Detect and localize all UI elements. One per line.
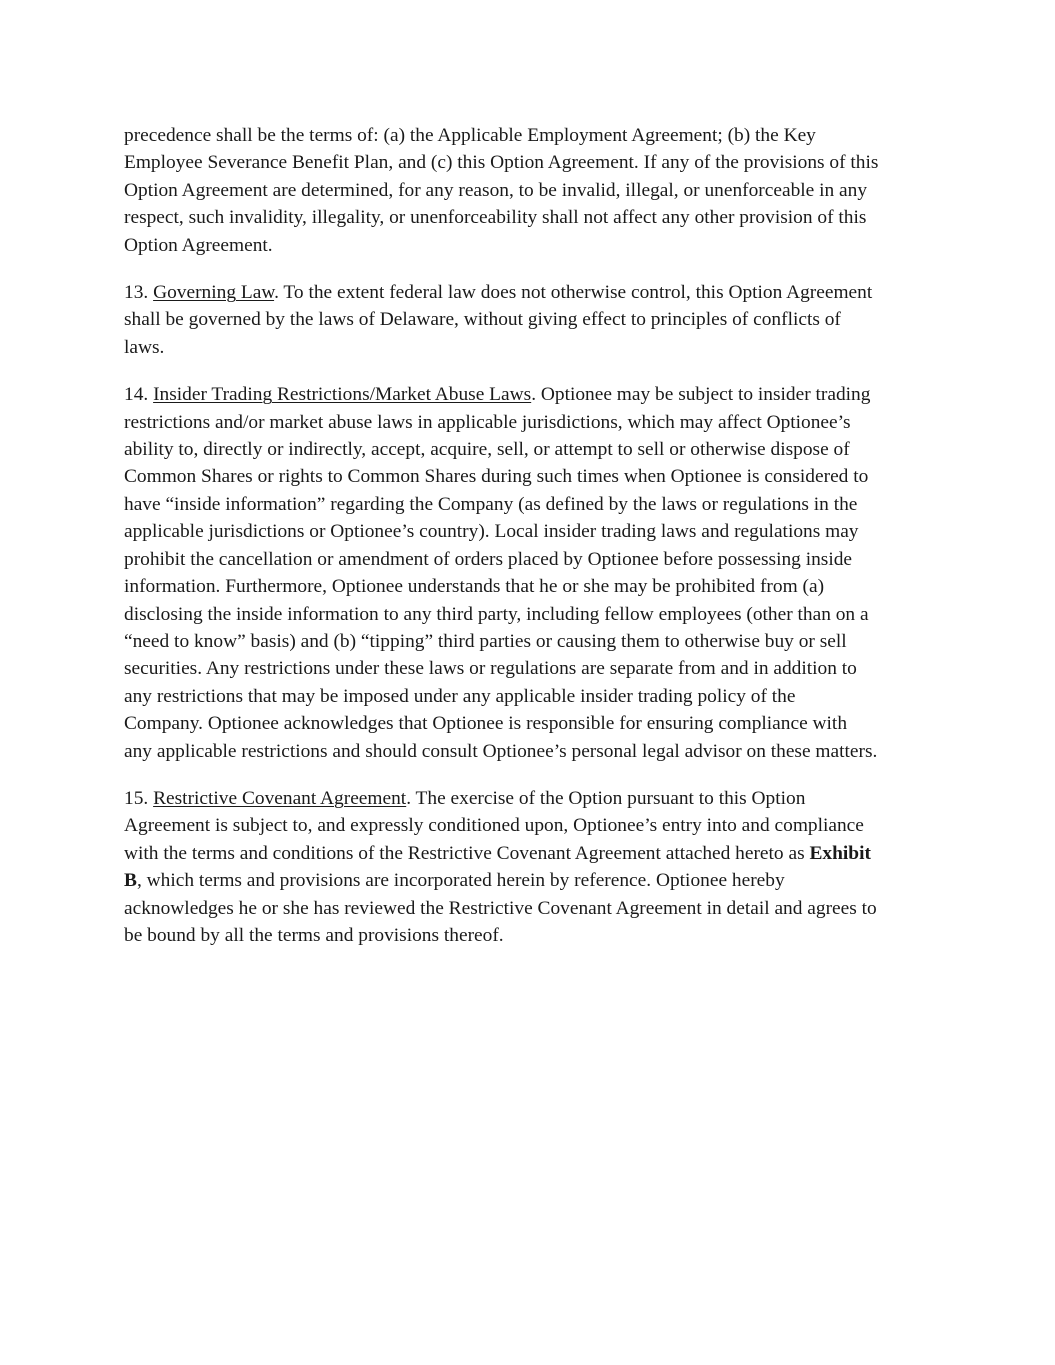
text-line: Employee Severance Benefit Plan, and (c) this Option Agreement. If any of the provisions of this [124,152,879,174]
text-line [124,381,932,408]
text-line [124,279,932,306]
section-heading: Insider Trading Restrictions/Market Abuse Laws [153,384,532,406]
section-text: . To the extent federal law does not otherwise control, this Option Agreement [274,282,873,304]
text-line: have “inside information” regarding the Company (as defined by the laws or regulations in the [124,493,858,515]
text-line: laws. [124,336,165,358]
text-line: securities. Any restrictions under these laws or regulations are separate from and in addition to [124,658,857,680]
text-line: information. Furthermore, Optionee understands that he or she may be prohibited from (a) [124,576,825,598]
exhibit-reference: B [124,870,137,892]
text-line: be bound by all the terms and provisions thereof. [124,924,504,946]
section-heading: Governing Law [153,282,275,304]
text-line: Option Agreement. [124,234,273,256]
text-line: prohibit the cancellation or amendment of orders placed by Optionee before possessing inside [124,548,853,570]
text-line: any applicable restrictions and should consult Optionee’s personal legal advisor on these matters. [124,740,878,762]
section-number: 15. [124,787,154,809]
text-line [124,867,932,894]
document-page [124,122,932,969]
text-line: “need to know” basis) and (b) “tipping” third parties or causing them to otherwise buy or sell [124,630,847,652]
section-text: with the terms and conditions of the Restrictive Covenant Agreement attached hereto as [124,842,810,864]
text-line: Common Shares or rights to Common Shares during such times when Optionee is considered to [124,466,869,488]
text-line: precedence shall be the terms of: (a) the Applicable Employment Agreement; (b) the Key [124,125,816,146]
text-line: Company. Optionee acknowledges that Optionee is responsible for ensuring compliance with [124,713,848,735]
section-number: 14. [124,384,154,406]
text-line: respect, such invalidity, illegality, or unenforceability shall not affect any other provision of this [124,207,867,229]
text-line [124,785,932,812]
section-text: . Optionee may be subject to insider trading [531,384,871,406]
section-13 [124,279,932,361]
section-heading: Restrictive Covenant Agreement [153,787,407,809]
exhibit-reference: Exhibit [809,842,871,864]
section-14 [124,381,932,765]
text-line: Option Agreement are determined, for any reason, to be invalid, illegal, or unenforceable in any [124,179,868,201]
section-15 [124,785,932,949]
text-line: ability to, directly or indirectly, accept, acquire, sell, or attempt to sell or otherwise dispose of [124,439,850,461]
text-line: disclosing the inside information to any third party, including fellow employees (other than on a [124,603,869,625]
text-line: shall be governed by the laws of Delaware, without giving effect to principles of conflicts of [124,309,841,331]
text-line: restrictions and/or market abuse laws in applicable jurisdictions, which may affect Optionee’s [124,411,851,433]
paragraph-continued [124,122,932,259]
text-line: applicable jurisdictions or Optionee’s country). Local insider trading laws and regulations may [124,521,859,543]
section-number: 13. [124,282,154,304]
section-text: . The exercise of the Option pursuant to this Option [406,787,806,809]
section-text: , which terms and provisions are incorporated herein by reference. Optionee hereby [136,870,785,892]
text-line: acknowledges he or she has reviewed the Restrictive Covenant Agreement in detail and agrees to [124,897,877,919]
text-line [124,840,932,867]
text-line: Agreement is subject to, and expressly conditioned upon, Optionee’s entry into and compliance [124,815,864,837]
text-line: any restrictions that may be imposed under any applicable insider trading policy of the [124,685,796,707]
